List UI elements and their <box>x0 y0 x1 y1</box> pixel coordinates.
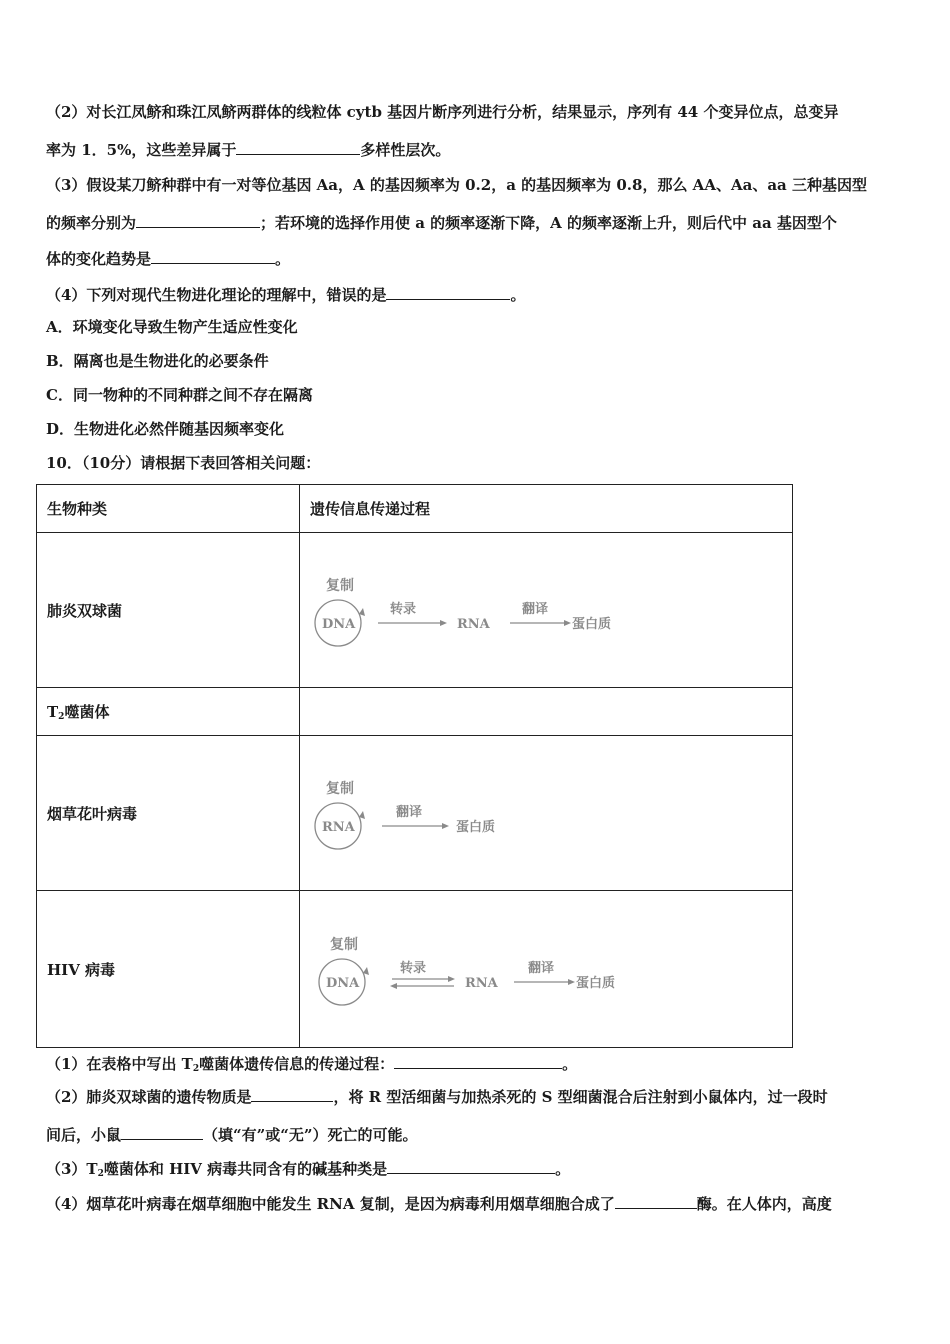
label-dna: DNA <box>322 617 356 632</box>
label-protein: 蛋白质 <box>576 976 616 991</box>
option-a: A．环境变化导致生物产生适应性变化 <box>46 318 298 336</box>
label-rna: RNA <box>322 820 355 835</box>
option-b: B．隔离也是生物进化的必要条件 <box>46 352 269 370</box>
q9-part3-line1: （3）假设某刀鲚种群中有一对等位基因 Aa，A 的基因频率为 0.2，a 的基因频率为 0.8，那么 AA、Aa、aa 三种基因型 <box>46 176 867 194</box>
q10-sub2-line2: 间后，小鼠 （填“有”或“无”）死亡的可能。 <box>46 1126 418 1144</box>
header-organism: 生物种类 <box>37 485 300 533</box>
label-protein: 蛋白质 <box>572 617 612 632</box>
answer-blank[interactable] <box>615 1193 697 1209</box>
q9-part3-line2: 的频率分别为 ；若环境的选择作用使 a 的频率逐渐下降，A 的频率逐渐上升，则后代中 aa 基因型个 <box>46 214 837 232</box>
label-translation: 翻译 <box>396 805 423 820</box>
organism-pneumococcus: 肺炎双球菌 <box>37 533 300 688</box>
answer-blank[interactable] <box>121 1124 203 1140</box>
label-replication: 复制 <box>330 937 358 953</box>
dna-replication-transcription-translation-diagram <box>310 568 640 648</box>
organism-hiv: HIV 病毒 <box>37 891 300 1048</box>
q10-sub1: （1）在表格中写出 $T_2$噬菌体遗传信息的传递过程： 。 <box>46 1055 578 1074</box>
answer-blank[interactable] <box>386 284 510 300</box>
label-rna: RNA <box>465 976 498 991</box>
option-c: C．同一物种的不同种群之间不存在隔离 <box>46 386 313 404</box>
organism-t2-phage: $T_2$噬菌体 <box>37 688 300 736</box>
q9-part2-line1: （2）对长江凤鲚和珠江凤鲚两群体的线粒体 cytb 基因片断序列进行分析，结果显示，序列有 44 个变异位点，总变异 <box>46 103 839 121</box>
answer-blank[interactable] <box>394 1053 562 1069</box>
q9-part3-line3: 体的变化趋势是 。 <box>46 250 291 268</box>
table-row <box>37 891 793 1048</box>
process-diagram-tmv <box>300 736 793 891</box>
label-replication: 复制 <box>326 781 354 797</box>
option-d: D．生物进化必然伴随基因频率变化 <box>46 420 285 438</box>
label-transcription: 转录 <box>400 961 427 976</box>
label-rna: RNA <box>457 617 490 632</box>
label-translation: 翻译 <box>528 961 555 976</box>
rna-replication-translation-diagram <box>310 771 640 851</box>
table-header-row <box>37 485 793 533</box>
q10-sub3: $(3)T_2$噬菌体和 HIV 病毒共同含有的碱基种类是 。 <box>46 1160 571 1179</box>
label-protein: 蛋白质 <box>456 820 496 835</box>
genetic-info-table <box>36 484 793 1048</box>
process-diagram-hiv <box>300 891 793 1048</box>
answer-blank[interactable] <box>251 1086 333 1102</box>
answer-blank[interactable] <box>387 1158 555 1174</box>
dna-rna-reverse-transcription-diagram <box>310 927 640 1007</box>
process-diagram-pneumococcus <box>300 533 793 688</box>
q9-part4-stem: （4）下列对现代生物进化理论的理解中，错误的是 。 <box>46 286 526 304</box>
label-replication: 复制 <box>326 578 354 594</box>
q9-part2-line2: 率为 1．5%，这些差异属于 多样性层次。 <box>46 141 451 159</box>
process-t2-phage-empty[interactable] <box>300 688 793 736</box>
label-dna: DNA <box>326 976 360 991</box>
q10-sub2-line1: （2）肺炎双球菌的遗传物质是 ，将 R 型活细菌与加热杀死的 S 型细菌混合后注射到小鼠体内，过一段时 <box>46 1088 828 1106</box>
q10-sub4: （4）烟草花叶病毒在烟草细胞中能发生 RNA 复制，是因为病毒利用烟草细胞合成了 酶。在人体内，高度 <box>46 1195 832 1213</box>
answer-blank[interactable] <box>151 248 275 264</box>
label-translation: 翻译 <box>522 602 549 617</box>
answer-blank[interactable] <box>236 139 360 155</box>
table-row <box>37 688 793 736</box>
header-process: 遗传信息传递过程 <box>300 485 793 533</box>
table-row <box>37 533 793 688</box>
organism-tmv: 烟草花叶病毒 <box>37 736 300 891</box>
label-transcription: 转录 <box>390 602 417 617</box>
answer-blank[interactable] <box>136 212 260 228</box>
q10-heading: 10．（10分）请根据下表回答相关问题： <box>46 454 321 472</box>
table-row <box>37 736 793 891</box>
